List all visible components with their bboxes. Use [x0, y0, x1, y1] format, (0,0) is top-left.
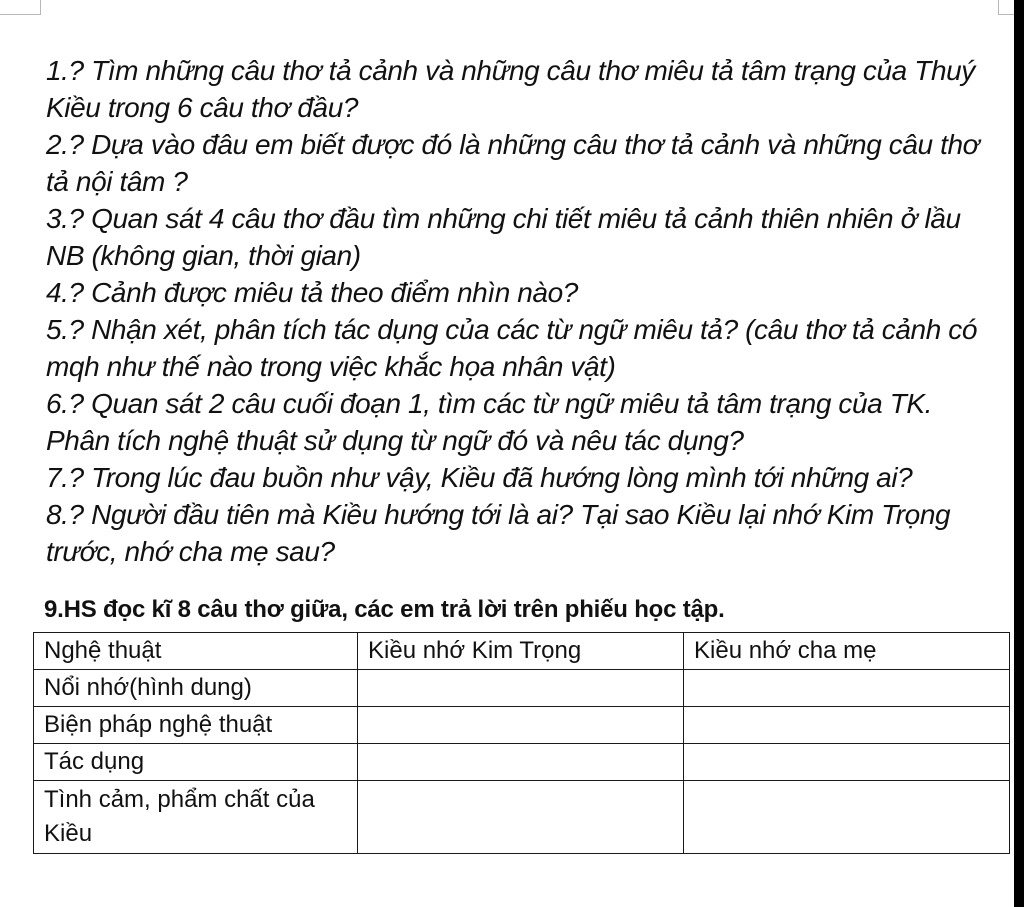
table-row	[34, 707, 1010, 744]
table-row-label: Nổi nhớ(hình dung)	[34, 670, 358, 707]
table-cell	[358, 670, 684, 707]
table-row-label: Biện pháp nghệ thuật	[34, 707, 358, 744]
worksheet-table	[33, 632, 1010, 854]
table-cell	[684, 744, 1010, 781]
table-cell	[358, 781, 684, 854]
question-item: 8.? Người đầu tiên mà Kiều hướng tới là ai? Tại sao Kiều lại nhớ Kim Trọng trước, nhớ cha mẹ sau?	[46, 499, 951, 567]
table-cell	[358, 744, 684, 781]
question-item: 7.? Trong lúc đau buồn như vậy, Kiều đã hướng lòng mình tới những ai?	[46, 462, 913, 493]
question-item: 5.? Nhận xét, phân tích tác dụng của các từ ngữ miêu tả? (câu thơ tả cảnh có mqh như thế nào trong việc khắc họa nhân vật)	[46, 314, 978, 382]
table-cell	[358, 707, 684, 744]
question-list	[46, 52, 1001, 570]
page-corner-mark-left	[0, 0, 41, 15]
table-cell	[684, 707, 1010, 744]
question-item: 3.? Quan sát 4 câu thơ đầu tìm những chi tiết miêu tả cảnh thiên nhiên ở lầu NB (không gian, thời gian)	[46, 203, 961, 271]
table-header-cell: Kiều nhớ Kim Trọng	[358, 633, 684, 670]
question-item: 6.? Quan sát 2 câu cuối đoạn 1, tìm các từ ngữ miêu tả tâm trạng của TK. Phân tích nghệ thuật sử dụng từ ngữ đó và nêu tác dụng?	[46, 388, 933, 456]
table-header-cell: Nghệ thuật	[34, 633, 358, 670]
table-row	[34, 670, 1010, 707]
worksheet-instruction: 9.HS đọc kĩ 8 câu thơ giữa, các em trả lời trên phiếu học tập.	[44, 596, 725, 623]
question-item: 2.? Dựa vào đâu em biết được đó là những câu thơ tả cảnh và những câu thơ tả nội tâm ?	[46, 129, 980, 197]
question-item: 4.? Cảnh được miêu tả theo điểm nhìn nào?	[46, 277, 578, 308]
table-row	[34, 744, 1010, 781]
table-header-row	[34, 633, 1010, 670]
table-cell	[684, 670, 1010, 707]
page-edge	[1014, 0, 1024, 907]
table-header-cell: Kiều nhớ cha mẹ	[684, 633, 1010, 670]
question-item: 1.? Tìm những câu thơ tả cảnh và những câu thơ miêu tả tâm trạng của Thuý Kiều trong 6 câu thơ đầu?	[46, 55, 975, 123]
table-row-label: Tình cảm, phẩm chất của Kiều	[34, 781, 358, 854]
table-row-label: Tác dụng	[34, 744, 358, 781]
table-cell	[684, 781, 1010, 854]
table-row	[34, 781, 1010, 854]
